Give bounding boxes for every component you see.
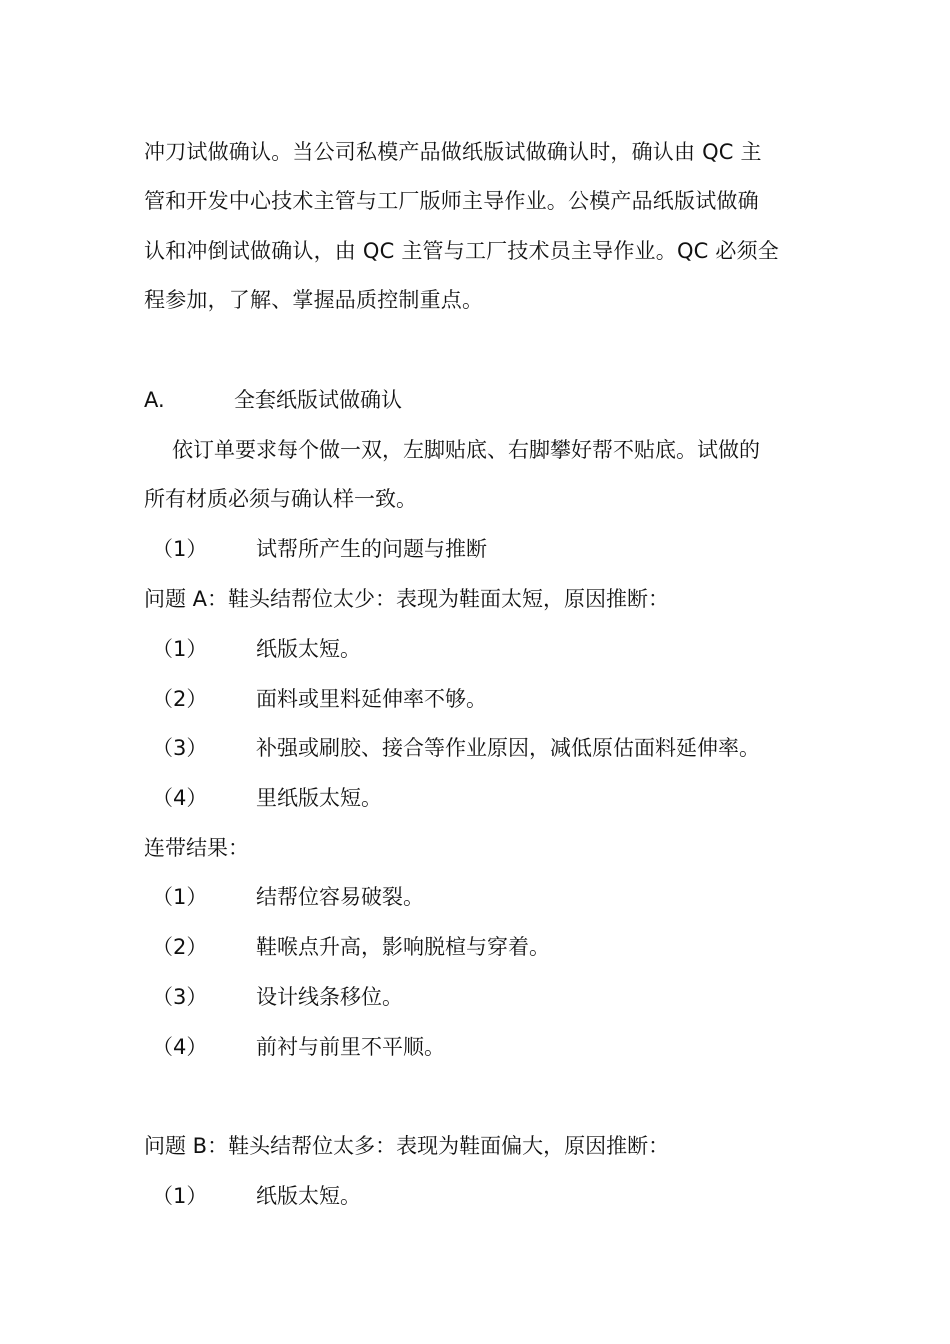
intro-line: 冲刀试做确认。当公司私模产品做纸版试做确认时，确认由 QC 主 — [144, 140, 762, 164]
list-item-number: （1） — [152, 637, 208, 661]
section-a-body-line: 所有材质必须与确认样一致。 — [144, 487, 417, 511]
intro-line: 程参加，了解、掌握品质控制重点。 — [144, 288, 484, 312]
intro-line: 管和开发中心技术主管与工厂版师主导作业。公模产品纸版试做确 — [144, 189, 759, 213]
intro-line: 认和冲倒试做确认，由 QC 主管与工厂技术员主导作业。QC 必须全 — [144, 239, 780, 263]
list-item-text: 结帮位容易破裂。 — [256, 885, 424, 909]
list-item-text: 面料或里料延伸率不够。 — [256, 687, 487, 711]
sub-item-title: 试帮所产生的问题与推断 — [256, 537, 487, 561]
problem-a-heading: 问题 A：鞋头结帮位太少：表现为鞋面太短，原因推断： — [144, 587, 670, 611]
list-item-number: （2） — [152, 935, 208, 959]
list-item-number: （1） — [152, 885, 208, 909]
list-item-number: （4） — [152, 786, 208, 810]
list-item-number: （1） — [152, 1184, 208, 1208]
result-heading: 连带结果： — [144, 836, 249, 860]
section-a-body-line: 依订单要求每个做一双，左脚贴底、右脚攀好帮不贴底。试做的 — [172, 438, 760, 462]
list-item-number: （2） — [152, 687, 208, 711]
section-a-label: A. — [144, 388, 165, 412]
list-item-text: 补强或刷胶、接合等作业原因，减低原估面料延伸率。 — [256, 736, 760, 760]
problem-b-heading: 问题 B：鞋头结帮位太多：表现为鞋面偏大，原因推断： — [144, 1134, 670, 1158]
section-a-title: 全套纸版试做确认 — [234, 388, 402, 412]
sub-item-number: （1） — [152, 537, 208, 561]
list-item-text: 纸版太短。 — [256, 637, 361, 661]
list-item-text: 纸版太短。 — [256, 1184, 361, 1208]
list-item-text: 前衬与前里不平顺。 — [256, 1035, 445, 1059]
list-item-number: （4） — [152, 1035, 208, 1059]
list-item-text: 设计线条移位。 — [256, 985, 403, 1009]
list-item-number: （3） — [152, 736, 208, 760]
list-item-text: 鞋喉点升高，影响脱楦与穿着。 — [256, 935, 550, 959]
list-item-number: （3） — [152, 985, 208, 1009]
list-item-text: 里纸版太短。 — [256, 786, 382, 810]
